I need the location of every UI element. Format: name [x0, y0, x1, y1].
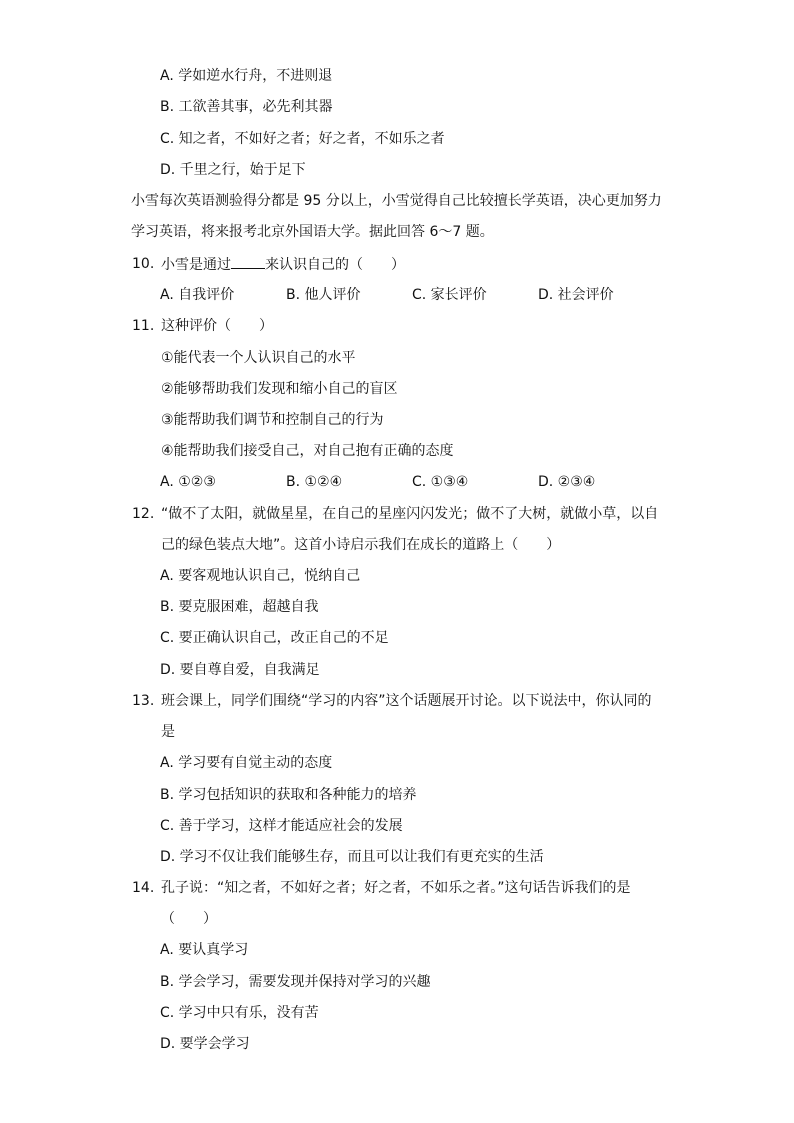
q11-item-3: ③能帮助我们调节和控制自己的行为: [161, 412, 384, 428]
q12-number: 12.: [132, 506, 155, 522]
q10-stem: [161, 254, 405, 275]
q12-option-b: B. 要克服困难，超越自我: [160, 599, 319, 615]
q13-stem-line-1: 班会课上，同学们围绕“学习的内容”这个话题展开讨论。以下说法中，你认同的: [161, 693, 652, 709]
q11-number: 11.: [132, 318, 155, 334]
q13-number: 13.: [132, 693, 155, 709]
q10-option-c: C. 家长评价: [412, 287, 487, 303]
q14-option-d: D. 要学会学习: [160, 1036, 250, 1052]
intro-paragraph-line-2: 学习英语，将来报考北京外国语大学。据此回答 6～7 题。: [131, 224, 494, 240]
q13-option-b: B. 学习包括知识的获取和各种能力的培养: [160, 787, 417, 803]
q9-option-b: B. 工欲善其事，必先利其器: [160, 99, 333, 115]
q13-option-c: C. 善于学习，这样才能适应社会的发展: [160, 818, 403, 834]
q12-option-d: D. 要自尊自爱，自我满足: [160, 662, 320, 678]
q11-item-4: ④能帮助我们接受自己，对自己抱有正确的态度: [161, 443, 454, 459]
q12-option-c: C. 要正确认识自己，改正自己的不足: [160, 630, 389, 646]
q11-options-row: [0, 472, 794, 492]
answer-blank: [231, 254, 265, 269]
q9-option-d: D. 千里之行，始于足下: [160, 162, 306, 178]
q11-option-a: A. ①②③: [160, 474, 216, 490]
q12-option-a: A. 要客观地认识自己，悦纳自己: [160, 568, 361, 584]
q10-option-b: B. 他人评价: [286, 287, 361, 303]
q14-stem-line-2: （ ）: [161, 911, 217, 927]
q11-option-b: B. ①②④: [286, 474, 343, 490]
q13-option-a: A. 学习要有自觉主动的态度: [160, 755, 333, 771]
q13-option-d: D. 学习不仅让我们能够生存，而且可以让我们有更充实的生活: [160, 849, 544, 865]
q14-stem-line-1: 孔子说：“知之者，不如好之者；好之者，不如乐之者。”这句话告诉我们的是: [161, 880, 631, 896]
q9-option-c: C. 知之者，不如好之者；好之者，不如乐之者: [160, 131, 445, 147]
q10-number: 10.: [132, 256, 155, 272]
intro-paragraph-line-1: 小雪每次英语测验得分都是 95 分以上，小雪觉得自己比较擅长学英语，决心更加努力: [131, 193, 662, 209]
q10-option-d: D. 社会评价: [538, 287, 614, 303]
q10-option-a: A. 自我评价: [160, 287, 235, 303]
q14-option-b: B. 学会学习，需要发现并保持对学习的兴趣: [160, 974, 431, 990]
q11-stem: 这种评价（ ）: [161, 318, 273, 334]
q12-stem-line-1: “做不了太阳，就做星星，在自己的星座闪闪发光；做不了大树，就做小草，以自: [161, 506, 659, 522]
q13-stem-line-2: 是: [161, 724, 175, 740]
q11-item-1: ①能代表一个人认识自己的水平: [161, 350, 356, 366]
q14-number: 14.: [132, 880, 155, 896]
q14-option-a: A. 要认真学习: [160, 942, 249, 958]
q14-option-c: C. 学习中只有乐，没有苦: [160, 1005, 319, 1021]
q10-options-row: [0, 285, 794, 305]
q10-stem-after: 来认识自己的（ ）: [265, 257, 405, 273]
q11-option-c: C. ①③④: [412, 474, 469, 490]
q11-item-2: ②能够帮助我们发现和缩小自己的盲区: [161, 381, 398, 397]
q10-stem-before: 小雪是通过: [161, 257, 231, 273]
q12-stem-line-2: 己的绿色装点大地”。这首小诗启示我们在成长的道路上（ ）: [161, 537, 561, 553]
q9-option-a: A. 学如逆水行舟，不进则退: [160, 68, 333, 84]
q11-option-d: D. ②③④: [538, 474, 596, 490]
